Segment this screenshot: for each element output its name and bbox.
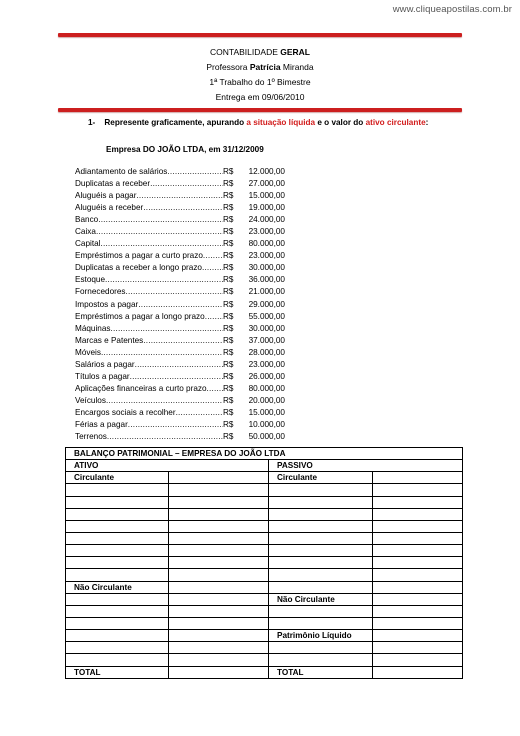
account-value: 30.000,00 [248, 263, 285, 273]
question-1: 1- Represente graficamente, apurando a situação líquida e o valor do ativo circulante: [88, 118, 429, 127]
account-row [75, 395, 285, 407]
ativo-header: ATIVO [66, 460, 269, 472]
account-currency: R$ [223, 251, 234, 261]
document-header [58, 45, 462, 105]
account-row [75, 262, 285, 274]
account-name: Estoque ..... [75, 274, 223, 286]
account-row [75, 431, 285, 443]
account-currency: R$ [223, 323, 234, 333]
account-value: 37.000,00 [248, 335, 285, 345]
account-name: Terrenos ..... [75, 431, 223, 443]
account-value: 24.000,00 [248, 215, 285, 225]
bottom-red-divider [58, 108, 462, 112]
passivo-header: PASSIVO [269, 460, 463, 472]
company-heading: Empresa DO JOÃO LTDA, em 31/12/2009 [106, 145, 264, 154]
account-value: 21.000,00 [248, 287, 285, 297]
balance-sheet-table [65, 447, 463, 679]
balance-title: BALANÇO PATRIMONIAL – EMPRESA DO JOÃO LTDA [66, 448, 463, 460]
account-name: Aluguéis a pagar ..... [75, 190, 223, 202]
account-currency: R$ [223, 263, 234, 273]
account-name: Fornecedores ..... [75, 286, 223, 298]
account-row [75, 407, 285, 419]
account-row [75, 311, 285, 323]
account-currency: R$ [223, 419, 234, 429]
teacher-line: Professora Patrícia Miranda [206, 62, 314, 72]
account-name: Móveis ..... [75, 347, 223, 359]
account-value: 28.000,00 [248, 347, 285, 357]
account-currency: R$ [223, 215, 234, 225]
account-value: 55.000,00 [248, 311, 285, 321]
account-name: Veículos ..... [75, 395, 223, 407]
account-currency: R$ [223, 287, 234, 297]
ativo-total-label: TOTAL [66, 666, 169, 678]
account-row [75, 335, 285, 347]
account-currency: R$ [223, 179, 234, 189]
account-row [75, 202, 285, 214]
account-name: Empréstimos a pagar a curto prazo ..... [75, 250, 223, 262]
account-value: 80.000,00 [248, 239, 285, 249]
account-name: Empréstimos a pagar a longo prazo ..... [75, 311, 223, 323]
account-currency: R$ [223, 299, 234, 309]
account-currency: R$ [223, 167, 234, 176]
account-currency: R$ [223, 347, 234, 357]
table-row [66, 460, 463, 472]
account-row [75, 274, 285, 286]
account-value: 29.000,00 [248, 299, 285, 309]
account-row [75, 166, 285, 178]
account-row [75, 286, 285, 298]
question-number: 1- [88, 118, 96, 127]
account-name: Duplicatas a receber ..... [75, 178, 223, 190]
patrimonio-liquido-label: Patrimônio Líquido [269, 630, 373, 642]
account-row [75, 347, 285, 359]
account-name: Máquinas ..... [75, 323, 223, 335]
account-name: Marcas e Patentes ..... [75, 335, 223, 347]
account-row [75, 214, 285, 226]
account-value: 23.000,00 [248, 359, 285, 369]
table-row [66, 618, 463, 630]
account-currency: R$ [223, 191, 234, 201]
account-currency: R$ [223, 359, 234, 369]
account-value: 80.000,00 [248, 383, 285, 393]
assignment-line: 1ª Trabalho do 1º Bimestre [209, 77, 311, 87]
account-row [75, 178, 285, 190]
account-value: 30.000,00 [248, 323, 285, 333]
table-row [66, 581, 463, 593]
account-row [75, 299, 285, 311]
account-name: Aluguéis a receber ..... [75, 202, 223, 214]
table-row [66, 605, 463, 617]
table-row [66, 666, 463, 678]
account-value: 23.000,00 [248, 251, 285, 261]
passivo-nao-circulante-label: Não Circulante [269, 593, 373, 605]
ativo-circulante-label: Circulante [66, 472, 169, 484]
highlight-ativo-circulante: ativo circulante [365, 118, 426, 127]
table-row [66, 533, 463, 545]
table-row [66, 654, 463, 666]
account-row [75, 383, 285, 395]
account-row [75, 371, 285, 383]
account-currency: R$ [223, 275, 234, 285]
account-currency: R$ [223, 311, 234, 321]
due-date-line: Entrega em 09/06/2010 [215, 92, 305, 102]
account-currency: R$ [223, 395, 234, 405]
account-currency: R$ [223, 432, 234, 442]
account-currency: R$ [223, 383, 234, 393]
account-row [75, 238, 285, 250]
account-value: 12.000,00 [248, 167, 285, 176]
passivo-total-label: TOTAL [269, 666, 373, 678]
table-row [66, 448, 463, 460]
passivo-circulante-label: Circulante [269, 472, 373, 484]
account-value: 50.000,00 [248, 432, 285, 442]
account-currency: R$ [223, 335, 234, 345]
account-value: 27.000,00 [248, 179, 285, 189]
site-url: www.cliqueapostilas.com.br [392, 4, 512, 15]
account-name: Férias a pagar ..... [75, 419, 223, 431]
account-value: 10.000,00 [248, 419, 285, 429]
table-row [66, 472, 463, 484]
table-row [66, 569, 463, 581]
account-name: Caixa ..... [75, 226, 223, 238]
account-value: 20.000,00 [248, 395, 285, 405]
table-row [66, 520, 463, 532]
account-value: 26.000,00 [248, 371, 285, 381]
account-value: 15.000,00 [248, 407, 285, 417]
account-row [75, 419, 285, 431]
account-value: 19.000,00 [248, 203, 285, 213]
ativo-nao-circulante-label: Não Circulante [66, 581, 169, 593]
account-name: Encargos sociais a recolher ..... [75, 407, 223, 419]
top-red-divider [58, 33, 462, 37]
account-row [75, 190, 285, 202]
account-name: Capital ..... [75, 238, 223, 250]
table-row [66, 496, 463, 508]
account-currency: R$ [223, 227, 234, 237]
account-name: Títulos a pagar ..... [75, 371, 223, 383]
account-name: Duplicatas a receber a longo prazo ..... [75, 262, 223, 274]
account-currency: R$ [223, 407, 234, 417]
account-value: 15.000,00 [248, 191, 285, 201]
table-row [66, 484, 463, 496]
account-currency: R$ [223, 239, 234, 249]
highlight-situacao-liquida: a situação líquida [246, 118, 316, 127]
table-row [66, 593, 463, 605]
table-row [66, 557, 463, 569]
account-name: Impostos a pagar ..... [75, 299, 223, 311]
table-row [66, 545, 463, 557]
account-currency: R$ [223, 371, 234, 381]
account-currency: R$ [223, 203, 234, 213]
table-row [66, 508, 463, 520]
account-value: 36.000,00 [248, 275, 285, 285]
table-row [66, 642, 463, 654]
account-row [75, 250, 285, 262]
account-name: Adiantamento de salários ..... [75, 166, 223, 178]
account-row [75, 226, 285, 238]
course-title: CONTABILIDADE GERAL [210, 47, 310, 57]
account-row [75, 359, 285, 371]
account-name: Banco ..... [75, 214, 223, 226]
table-row [66, 630, 463, 642]
account-value: 23.000,00 [248, 227, 285, 237]
account-name: Salários a pagar ..... [75, 359, 223, 371]
account-name: Aplicações financeiras a curto prazo ..... [75, 383, 223, 395]
accounts-list [75, 166, 285, 443]
account-row [75, 323, 285, 335]
